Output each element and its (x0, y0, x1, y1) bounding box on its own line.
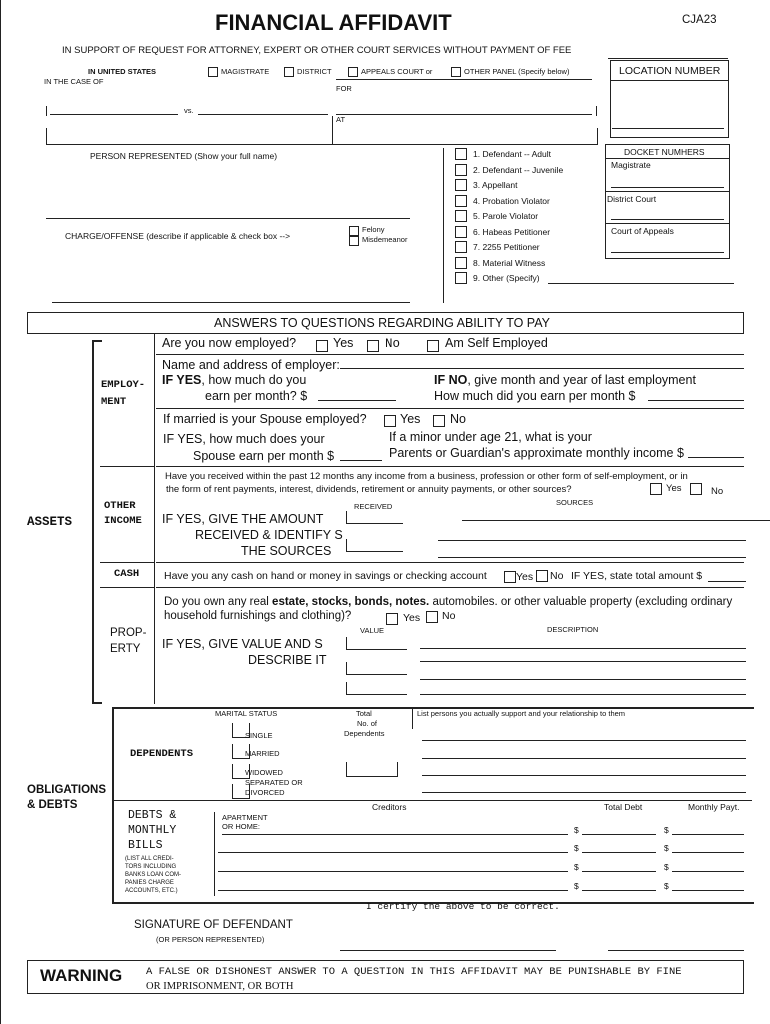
cash-state-label: IF YES, state total amount $ (571, 570, 703, 582)
assets-row-divider-3 (100, 587, 154, 588)
cash-label: CASH (114, 568, 140, 580)
docket-appeals-label: Court of Appeals (611, 226, 674, 236)
category-checkbox[interactable] (455, 210, 467, 222)
other-income-no-label: No (711, 486, 724, 497)
total-dependents-label-3: Dependents (344, 729, 385, 738)
if-no-rest: , give month and year of last employment (467, 373, 696, 387)
assets-label: ASSETS (27, 515, 73, 529)
sources-line-1[interactable] (462, 520, 770, 521)
warning-text-1: A FALSE OR DISHONEST ANSWER TO A QUESTION IN THIS AFFIDAVIT MAY BE PUNISHABLE BY FINE (146, 966, 682, 978)
monthly-payment-line[interactable] (672, 834, 744, 835)
employment-label-2: MENT (101, 396, 127, 408)
if-no-label: IF NO (434, 373, 468, 387)
self-employed-checkbox[interactable] (427, 340, 439, 352)
employed-no-checkbox[interactable] (367, 340, 379, 352)
at-divider (332, 116, 333, 144)
debts-label-1: DEBTS & (128, 809, 177, 822)
charge-offense-label: CHARGE/OFFENSE (describe if applicable & check box --> (65, 231, 291, 241)
warning-label: WARNING (40, 966, 123, 985)
apartment-label-1: APARTMENT (222, 813, 268, 822)
cash-amount-line[interactable] (708, 581, 746, 582)
cash-yes-checkbox[interactable] (504, 571, 516, 583)
debts-note-line: TORS INCLUDING (125, 864, 177, 870)
spouse-earn-line[interactable] (340, 460, 382, 461)
category-label: 2. Defendant -- Juvenile (473, 164, 564, 175)
assets-bracket (92, 340, 102, 704)
spouse-no-checkbox[interactable] (433, 415, 445, 427)
other-income-divider (156, 466, 744, 467)
debts-note (125, 855, 181, 895)
single-label: SINGLE (245, 731, 273, 740)
or-person-label: (OR PERSON REPRESENTED) (156, 935, 265, 944)
how-much-earn-label: How much did you earn per month $ (434, 389, 636, 403)
case-bottom-left-tick (46, 128, 47, 144)
property-desc-line-3[interactable] (420, 679, 746, 680)
category-label: 1. Defendant -- Adult (473, 149, 551, 159)
monthly-payment-line[interactable] (672, 890, 744, 891)
docket-divider-1 (605, 191, 729, 192)
other-income-question-1: Have you received within the past 12 months any income from a business, profession or other form of self-employment, or in (165, 471, 688, 482)
category-checkbox[interactable] (455, 179, 467, 191)
widowed-label: WIDOWED (245, 768, 283, 777)
property-value-field-1[interactable] (346, 637, 407, 650)
debts-label-2: MONTHLY (128, 824, 177, 837)
total-dependents-field[interactable] (346, 762, 398, 777)
person-name-line[interactable] (46, 218, 410, 219)
separated-label: SEPARATED OR (245, 778, 303, 787)
other-income-yes-checkbox[interactable] (650, 483, 662, 495)
other-panel-line (336, 79, 592, 80)
monthly-payment-line[interactable] (672, 871, 744, 872)
docket-district-line[interactable] (611, 219, 724, 220)
value-label: VALUE (360, 626, 385, 635)
docket-divider-2 (605, 223, 729, 224)
monthly-payment-dollar: $ (664, 881, 669, 891)
location-number-label: LOCATION NUMBER (619, 65, 721, 77)
category-checkbox[interactable] (455, 226, 467, 238)
give-amount-label-1: IF YES, GIVE THE AMOUNT (162, 512, 324, 526)
other-panel-checkbox[interactable] (451, 67, 461, 77)
creditor-line[interactable] (218, 871, 568, 872)
misdemeanor-checkbox[interactable] (349, 236, 359, 246)
spouse-employed-question: If married is your Spouse employed? (163, 412, 367, 426)
form-code: CJA23 (682, 14, 717, 26)
dependents-label: DEPENDENTS (130, 748, 194, 760)
married-label: MARRIED (245, 749, 280, 758)
category-label: 9. Other (Specify) (473, 273, 540, 283)
how-much-earn-line[interactable] (648, 400, 744, 401)
property-question-a: Do you own any real (164, 596, 273, 608)
total-debt-line[interactable] (582, 852, 656, 853)
property-no-label: No (442, 610, 456, 622)
monthly-payment-header: Monthly Payt. (688, 802, 740, 812)
cash-no-label: No (550, 570, 564, 582)
plaintiff-line[interactable] (50, 114, 178, 115)
obligations-label-1: OBLIGATIONS (27, 784, 107, 796)
at-label: AT (336, 115, 346, 124)
minor-label-1: If a minor under age 21, what is your (389, 430, 592, 444)
spouse-if-yes-label: IF YES, how much does your (163, 432, 325, 446)
employment-divider (156, 354, 744, 355)
marital-status-label: MARITAL STATUS (215, 709, 278, 718)
property-label-1: PROP- (110, 627, 147, 639)
category-checkbox[interactable] (455, 257, 467, 269)
property-desc-line-2[interactable] (420, 661, 746, 662)
other-income-no-checkbox[interactable] (690, 483, 702, 495)
district-checkbox[interactable] (284, 67, 294, 77)
property-give-label-1: IF YES, GIVE VALUE AND S (162, 637, 323, 651)
property-question-2: household furnishings and clothing)? (164, 610, 352, 622)
other-income-label-1: OTHER (104, 500, 136, 512)
cash-top-divider (156, 562, 744, 563)
employment-label-1: EMPLOY- (101, 379, 146, 391)
obligations-label-2: & DEBTS (27, 799, 78, 811)
category-label: 5. Parole Violator (473, 211, 539, 221)
received-label: RECEIVED (354, 502, 393, 511)
docket-district-label: District Court (607, 194, 657, 204)
received-amount-field-2[interactable] (346, 539, 403, 552)
other-income-question-2: the form of rent payments, interest, dividends, retirement or annuity payments, or other sources? (166, 484, 572, 495)
property-desc-line-4[interactable] (420, 694, 746, 695)
for-line[interactable] (336, 114, 592, 115)
dependent-line-1[interactable] (422, 740, 746, 741)
category-checkbox[interactable] (455, 272, 467, 284)
dependent-line-4[interactable] (422, 792, 746, 793)
assets-row-divider-1 (100, 466, 154, 467)
in-united-states: IN UNITED STATES (88, 67, 157, 76)
felony-checkbox[interactable] (349, 226, 359, 236)
magistrate-label: MAGISTRATE (221, 67, 270, 76)
category-label: 7. 2255 Petitioner (473, 242, 540, 252)
give-amount-label-3: THE SOURCES (241, 544, 332, 558)
category-checkbox[interactable] (455, 164, 467, 176)
property-yes-label: Yes (403, 612, 421, 624)
category-label: 3. Appellant (473, 180, 518, 190)
property-yes-checkbox[interactable] (386, 613, 398, 625)
form-subtitle: IN SUPPORT OF REQUEST FOR ATTORNEY, EXPERT OR OTHER COURT SERVICES WITHOUT PAYMENT OF FEE (62, 45, 572, 56)
monthly-payment-line[interactable] (672, 852, 744, 853)
signature-line[interactable] (340, 950, 556, 951)
description-label: DESCRIPTION (547, 625, 599, 634)
spouse-yes-label: Yes (400, 412, 421, 426)
property-desc-line-1[interactable] (420, 648, 746, 649)
docket-magistrate-line[interactable] (611, 187, 724, 188)
if-yes-rest: , how much do you (201, 373, 307, 387)
total-debt-line[interactable] (582, 871, 656, 872)
creditor-line[interactable] (218, 890, 568, 891)
dependent-line-3[interactable] (422, 775, 746, 776)
employed-yes-checkbox[interactable] (316, 340, 328, 352)
location-number-divider (610, 80, 728, 81)
minor-label-2: Parents or Guardian's approximate monthly income $ (389, 446, 684, 460)
in-the-case-of: IN THE CASE OF (44, 77, 104, 86)
cash-no-checkbox[interactable] (536, 570, 548, 582)
signature-label: SIGNATURE OF DEFENDANT (134, 919, 293, 931)
list-persons-label: List persons you actually support and your relationship to them (417, 709, 626, 718)
total-debt-line[interactable] (582, 890, 656, 891)
monthly-payment-dollar: $ (664, 825, 669, 835)
charge-offense-line[interactable] (52, 302, 410, 303)
total-debt-dollar: $ (574, 862, 579, 872)
spouse-no-label: No (450, 412, 466, 426)
total-debt-header: Total Debt (604, 802, 643, 812)
appeals-court-checkbox[interactable] (348, 67, 358, 77)
case-right-tick (596, 106, 597, 116)
other-income-yes-label: Yes (666, 483, 682, 494)
answers-header: ANSWERS TO QUESTIONS REGARDING ABILITY TO PAY (214, 316, 550, 330)
assets-inner-divider (154, 334, 155, 704)
cash-yes-label: Yes (516, 571, 534, 583)
form-title: FINANCIAL AFFIDAVIT (215, 10, 452, 35)
earn-per-month-line[interactable] (318, 400, 396, 401)
category-label: 4. Probation Violator (473, 195, 550, 206)
received-amount-field-1[interactable] (346, 511, 403, 524)
monthly-payment-dollar: $ (664, 862, 669, 872)
date-line[interactable] (608, 950, 744, 951)
divorced-label: DIVORCED (245, 788, 285, 797)
person-represented-label: PERSON REPRESENTED (Show your full name) (90, 151, 278, 161)
debts-note-line: (LIST ALL CREDI- (125, 856, 174, 862)
category-checkbox[interactable] (455, 148, 467, 160)
give-amount-label-2: RECEIVED & IDENTIFY S (195, 528, 343, 542)
district-label: DISTRICT (297, 67, 332, 76)
sources-label: SOURCES (556, 498, 594, 507)
self-employed-label: Am Self Employed (445, 336, 548, 350)
spouse-yes-checkbox[interactable] (384, 415, 396, 427)
location-number-line (612, 128, 724, 129)
property-question-c: automobiles. or other valuable property (excluding ordinary (429, 596, 733, 608)
creditor-line[interactable] (218, 852, 568, 853)
category-label: 8. Material Witness (473, 257, 546, 268)
docket-numbers-title: DOCKET NUMHERS (624, 147, 705, 157)
category-checkbox[interactable] (455, 195, 467, 207)
other-panel-label: OTHER PANEL (Specify below) (464, 67, 570, 76)
apartment-label-2: OR HOME: (222, 822, 260, 831)
obligations-bracket (112, 707, 754, 904)
other-specify-line[interactable] (548, 283, 734, 284)
case-left-tick (46, 106, 47, 116)
misdemeanor-label: Misdemeanor (362, 235, 408, 244)
other-income-label-2: INCOME (104, 515, 142, 527)
subtitle-underline (608, 58, 728, 59)
page-left-border (0, 0, 1, 1024)
total-debt-dollar: $ (574, 881, 579, 891)
creditor-line[interactable] (222, 834, 568, 835)
obligations-divider (112, 800, 752, 801)
for-label: FOR (336, 84, 352, 93)
debts-note-line: PANIES CHARGE (125, 880, 174, 886)
property-question-b: estate, stocks, bonds, notes. (272, 596, 430, 608)
category-divider (443, 148, 444, 303)
sources-line-2[interactable] (438, 540, 746, 541)
property-no-checkbox[interactable] (426, 611, 438, 623)
sources-line-3[interactable] (438, 557, 746, 558)
appeals-court-label: APPEALS COURT or (361, 67, 433, 76)
total-dependents-label-2: No. of (357, 719, 378, 728)
spouse-earn-label: Spouse earn per month $ (193, 449, 335, 463)
total-dependents-label-1: Total (356, 709, 372, 718)
debts-label-3: BILLS (128, 839, 163, 852)
warning-text-2: OR IMPRISONMENT, OR BOTH (146, 981, 294, 992)
defendant-line[interactable] (198, 114, 328, 115)
employer-name-label: Name and address of employer: (162, 358, 340, 372)
creditors-header: Creditors (372, 802, 407, 812)
assets-row-divider-2 (100, 562, 154, 563)
property-top-divider (156, 587, 744, 588)
property-give-label-2: DESCRIBE IT (248, 653, 327, 667)
docket-magistrate-label: Magistrate (611, 160, 651, 170)
if-yes-label: IF YES (162, 373, 202, 387)
category-checkbox[interactable] (455, 241, 467, 253)
minor-income-line[interactable] (688, 457, 744, 458)
property-value-field-2[interactable] (346, 662, 407, 675)
list-persons-divider (412, 709, 413, 729)
total-debt-dollar: $ (574, 843, 579, 853)
employed-yes-label: Yes (333, 336, 354, 350)
case-bottom-right-tick (597, 128, 598, 144)
certify-text: I certify the above to be correct. (366, 901, 560, 912)
employed-question: Are you now employed? (162, 336, 297, 350)
debts-note-line: ACCOUNTS, ETC.) (125, 888, 178, 894)
dependent-line-2[interactable] (422, 758, 746, 759)
category-label: 6. Habeas Petitioner (473, 226, 551, 237)
vs-label: vs. (184, 106, 194, 115)
property-label-2: ERTY (110, 643, 141, 655)
debts-divider (214, 812, 215, 896)
magistrate-checkbox[interactable] (208, 67, 218, 77)
spouse-divider (156, 408, 744, 409)
employer-name-line[interactable] (340, 368, 744, 369)
cash-question: Have you any cash on hand or money in savings or checking account (164, 570, 487, 582)
total-debt-dollar: $ (574, 825, 579, 835)
monthly-payment-dollar: $ (664, 843, 669, 853)
docket-appeals-line[interactable] (611, 252, 724, 253)
debts-note-line: BANKS LOAN COM- (125, 872, 182, 878)
docket-title-divider (605, 158, 729, 159)
earn-per-month-label: earn per month? $ (205, 389, 308, 403)
case-bottom-line (46, 144, 598, 145)
employed-no-label: No (385, 337, 401, 351)
felony-label: Felony (362, 225, 385, 234)
total-debt-line[interactable] (582, 834, 656, 835)
property-value-field-3[interactable] (346, 682, 407, 695)
